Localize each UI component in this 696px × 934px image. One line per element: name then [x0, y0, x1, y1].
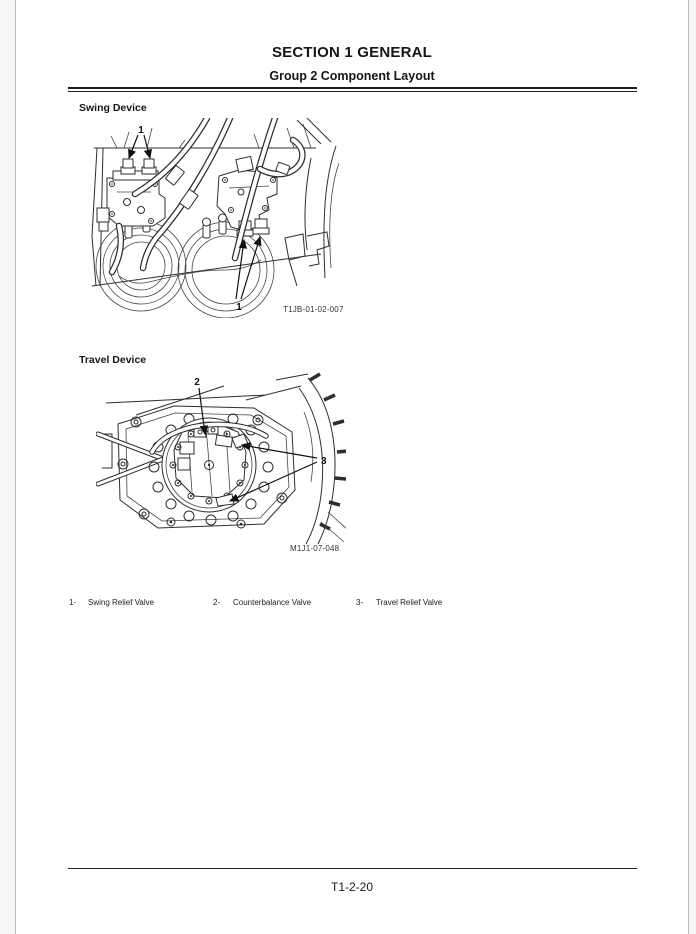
legend-item-number: 3- — [356, 598, 364, 607]
swing-device-heading: Swing Device — [79, 102, 147, 114]
swing-motor-left — [96, 212, 186, 311]
footer-rule — [68, 868, 637, 869]
section-title: SECTION 1 GENERAL — [271, 44, 433, 61]
page-number: T1-2-20 — [330, 880, 374, 894]
travel-figure-code: M1J1-07-048 — [290, 544, 340, 553]
swing-callout-top — [129, 125, 150, 158]
callout-1-bottom-label: 1 — [236, 302, 242, 313]
legend-item-label: Counterbalance Valve — [233, 598, 312, 607]
group-title: Group 2 Component Layout — [269, 69, 435, 83]
callout-arrow — [129, 135, 138, 158]
swing-figure-code: T1JB-01-02-007 — [283, 305, 344, 314]
legend-item-label: Swing Relief Valve — [88, 598, 155, 607]
swing-valve-block-left — [97, 159, 165, 231]
travel-device-heading: Travel Device — [79, 354, 147, 366]
legend-item-label: Travel Relief Valve — [376, 598, 443, 607]
travel-device-diagram — [96, 372, 346, 552]
legend-item-number: 2- — [213, 598, 221, 607]
callout-1-top-label: 1 — [138, 125, 144, 136]
swing-device-diagram — [89, 118, 339, 318]
legend-item-number: 1- — [69, 598, 77, 607]
callout-2-label: 2 — [194, 377, 200, 388]
callout-3-label: 3 — [321, 456, 327, 467]
header-rule — [68, 87, 637, 92]
document-page — [15, 0, 689, 934]
